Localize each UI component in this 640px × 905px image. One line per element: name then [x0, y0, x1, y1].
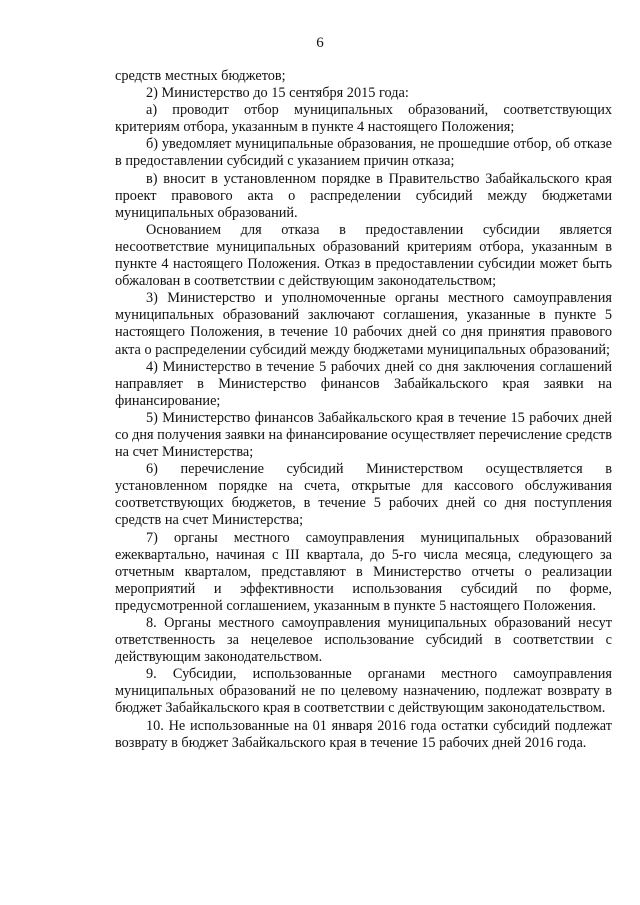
paragraph: 3) Министерство и уполномоченные органы местного самоуправления муниципальных образований заключают соглашения, указанные в пункте 5 настоящего Положения, в течение 10 рабочих дней со дня принятия правового акта о распределении субсидий между бюджетами муниципальных образований; — [115, 290, 612, 358]
paragraph: 8. Органы местного самоуправления муниципальных образований несут ответственность за нецелевое использование субсидий в соответствии с действующим законодательством. — [115, 615, 612, 666]
paragraph: 10. Не использованные на 01 января 2016 года остатки субсидий подлежат возврату в бюджет Забайкальского края в течение 15 рабочих дней 2016 года. — [115, 717, 612, 751]
paragraph: б) уведомляет муниципальные образования, не прошедшие отбор, об отказе в предоставлении субсидий с указанием причин отказа; — [115, 136, 612, 170]
paragraph: Основанием для отказа в предоставлении субсидии является несоответствие муниципальных образований критериям отбора, указанным в пункте 4 настоящего Положения. Отказ в предоставлении субсидии может быть обжалован в соответствии с действующим законодательством; — [115, 221, 612, 290]
paragraph: 4) Министерство в течение 5 рабочих дней со дня заключения соглашений направляет в Министерство финансов Забайкальского края заявки на финансирование; — [115, 358, 612, 409]
paragraph: 6) перечисление субсидий Министерством осуществляется в установленном порядке на счета, открытые для кассового обслуживания соответствующих бюджетов, в течение 5 рабочих дней со дня поступления средств на счет Министерства; — [115, 461, 612, 529]
paragraph: 5) Министерство финансов Забайкальского края в течение 15 рабочих дней со дня получения заявки на финансирование осуществляет перечисление средств на счет Министерства; — [115, 409, 612, 461]
paragraph: 7) органы местного самоуправления муниципальных образований ежеквартально, начиная с III квартала, до 5-го числа месяца, следующего за отчетным кварталом, представляют в Министерство отчеты о реализации мероприятий и эффективности использования субсидий по форме, предусмотренной соглашением, указанным в пункте 5 настоящего Положения. — [115, 529, 612, 614]
paragraph: средств местных бюджетов; — [115, 68, 286, 84]
page-number: 6 — [316, 35, 324, 51]
paragraph: а) проводит отбор муниципальных образований, соответствующих критериям отбора, указанным в пункте 4 настоящего Положения; — [115, 102, 612, 136]
paragraph: 2) Министерство до 15 сентября 2015 года: — [146, 85, 409, 102]
document-body — [115, 68, 612, 752]
paragraph: 9. Субсидии, использованные органами местного самоуправления муниципальных образований не по целевому назначению, подлежат возврату в бюджет Забайкальского края в соответствии с действующим законодательством. — [115, 666, 612, 717]
paragraph: в) вносит в установленном порядке в Правительство Забайкальского края проект правового акта о распределении субсидий между бюджетами муниципальных образований. — [115, 170, 612, 221]
